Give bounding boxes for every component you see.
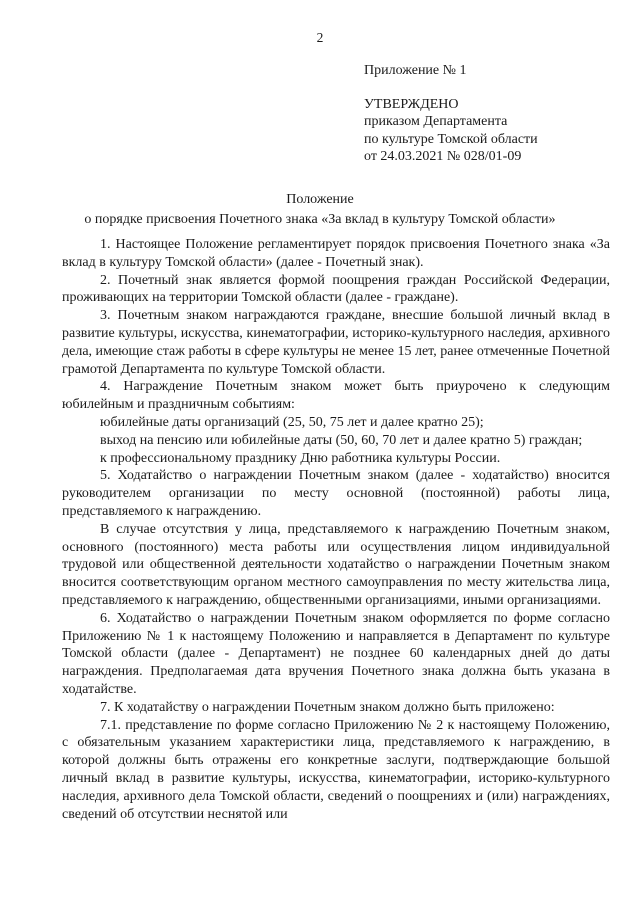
appendix-label: Приложение № 1 bbox=[364, 63, 467, 78]
paragraph: 6. Ходатайство о награждении Почетным знаком оформляется по форме согласно Приложению № 1 к настоящему Положению и направляется в Департамент по культуре Томской области (далее - Департамент) не позднее 60 календарных дней до даты награждения. Предполагаемая дата вручения Почетного знака должна быть указана в ходатайстве. bbox=[62, 610, 610, 697]
document-subtitle: о порядке присвоения Почетного знака «За вклад в культуру Томской области» bbox=[84, 212, 556, 227]
paragraph: юбилейные даты организаций (25, 50, 75 лет и далее кратно 25); bbox=[100, 414, 484, 430]
paragraph: 2. Почетный знак является формой поощрения граждан Российской Федерации, проживающих на территории Томской области (далее - граждане). bbox=[62, 272, 610, 306]
paragraph: В случае отсутствия у лица, представляемого к награждению Почетным знаком, основного (постоянного) места работы или осуществления лицом индивидуальной трудовой или общественной деятельности ходатайство о награждении Почетным знаком вносится соответствующим органом местного самоуправления по месту жительства лица, представляемого к награждению, общественными организациями, иными организациями. bbox=[62, 521, 610, 608]
paragraph: 7. К ходатайству о награждении Почетным знаком должно быть приложено: bbox=[100, 699, 555, 715]
paragraph: 1. Настоящее Положение регламентирует порядок присвоения Почетного знака «За вклад в культуру Томской области» (далее - Почетный знак). bbox=[62, 237, 610, 270]
paragraph: к профессиональному празднику Дню работника культуры России. bbox=[100, 450, 501, 466]
approved-stamp: УТВЕРЖДЕНО bbox=[364, 96, 459, 112]
document-title: Положение bbox=[286, 192, 354, 207]
approval-block bbox=[364, 62, 538, 166]
approval-line-1: приказом Департамента bbox=[364, 114, 508, 129]
page-number: 2 bbox=[316, 30, 324, 45]
approval-line-3: от 24.03.2021 № 028/01-09 bbox=[364, 149, 522, 164]
document-body bbox=[62, 236, 610, 823]
approval-line-2: по культуре Томской области bbox=[364, 131, 538, 147]
paragraph: 7.1. представление по форме согласно Приложению № 2 к настоящему Положению, с обязательным указанием характеристики лица, представляемого к награждению, в которой должны быть отражены его конкретные заслуги, подтверждающие большой личный вклад в развитие культуры, искусства, кинематографии, историко-культурного наследия, архивного дела Томской области, сведений о поощрениях и (или) награждениях, сведений об отсутствии неснятой или bbox=[62, 717, 610, 822]
paragraph: выход на пенсию или юбилейные даты (50, 60, 70 лет и далее кратно 5) граждан; bbox=[100, 432, 583, 448]
paragraph: 3. Почетным знаком награждаются граждане, внесшие большой личный вклад в развитие культуры, искусства, кинематографии, историко-культурного наследия, архивного дела, имеющие стаж работы в сфере культуры не менее 15 лет, ранее отмеченные Почетной грамотой Департамента по культуре Томской области. bbox=[62, 308, 610, 377]
paragraph: 4. Награждение Почетным знаком может быть приурочено к следующим юбилейным и праздничным событиям: bbox=[62, 379, 610, 413]
paragraph: 5. Ходатайство о награждении Почетным знаком (далее - ходатайство) вносится руководителем организации по месту основной (постоянной) работы лица, представляемого к награждению. bbox=[62, 468, 610, 519]
